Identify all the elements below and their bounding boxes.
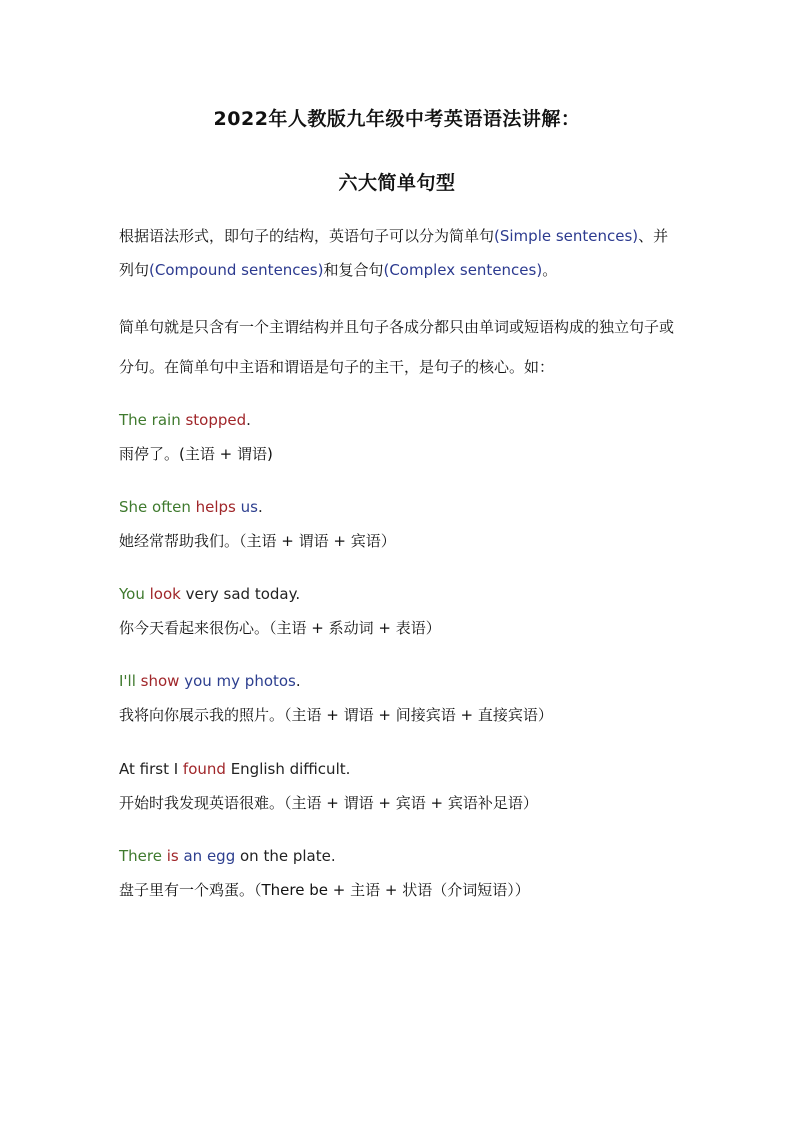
example-english-sentence [119,846,719,868]
sentence-part-subject: She often [119,498,196,516]
example-chinese-translation: 我将向你展示我的照片。（主语 + 谓语 + 间接宾语 + 直接宾语） [119,706,553,724]
example-english-sentence [119,671,719,693]
term-compound-sentences: (Compound sentences) [149,261,324,279]
sentence-part-subject: I'll [119,672,141,690]
sentence-part-predicate: show [140,672,180,690]
intro-text: 、并列句 [119,227,669,279]
term-simple-sentences: (Simple sentences) [494,227,639,245]
intro-text: 和复合句 [323,261,384,279]
sentence-part-object: you my photos [179,672,296,690]
intro-text: 根据语法形式，即句子的结构，英语句子可以分为简单句 [119,227,495,245]
sentence-part-subject: There [119,847,167,865]
term-complex-sentences: (Complex sentences) [383,261,543,279]
sentence-part-predicate: is [166,847,179,865]
example-block [119,846,719,900]
example-block [119,671,719,725]
page-subtitle: 六大简单句型 [338,172,456,194]
sentence-part-predicate: found [182,760,226,778]
example-chinese-translation: 雨停了。(主语 + 谓语) [119,445,273,463]
example-chinese-translation: 盘子里有一个鸡蛋。（There be + 主语 + 状语（介词短语）） [119,881,530,899]
example-chinese-translation: 你今天看起来很伤心。（主语 + 系动词 + 表语） [119,619,441,637]
intro-paragraph-simple-sentence: 简单句就是只含有一个主谓结构并且句子各成分都只由单词或短语构成的独立句子或分句。在简单句中主语和谓语是句子的主干，是句子的核心。如： [119,318,675,376]
example-english-sentence [119,410,719,432]
intro-text: 。 [542,261,558,279]
example-block [119,584,719,638]
sentence-part-plain: English difficult. [225,760,351,778]
example-chinese-translation: 开始时我发现英语很难。（主语 + 谓语 + 宾语 + 宾语补足语） [119,794,538,812]
sentence-part-plain: . [295,672,301,690]
sentence-part-object: us [235,498,258,516]
sentence-part-plain: very sad today. [180,585,301,603]
sentence-part-plain: on the plate. [235,847,336,865]
intro-paragraph-sentence-types [119,219,679,287]
sentence-part-subject: The rain [119,411,186,429]
sentence-part-predicate: look [149,585,181,603]
sentence-part-plain: . [257,498,263,516]
sentence-part-plain: At first I [119,760,183,778]
example-block [119,497,719,551]
example-english-sentence [119,759,719,781]
sentence-part-predicate: helps [195,498,236,516]
sentence-part-object: an egg [178,847,236,865]
example-english-sentence [119,497,719,519]
sentence-part-plain: . [246,411,251,429]
example-english-sentence [119,584,719,606]
sentence-part-subject: You [119,585,150,603]
example-block [119,759,719,813]
page-title: 2022年人教版九年级中考英语语法讲解： [213,108,581,130]
sentence-part-predicate: stopped [185,411,247,429]
example-block [119,410,719,464]
example-chinese-translation: 她经常帮助我们。（主语 + 谓语 + 宾语） [119,532,396,550]
